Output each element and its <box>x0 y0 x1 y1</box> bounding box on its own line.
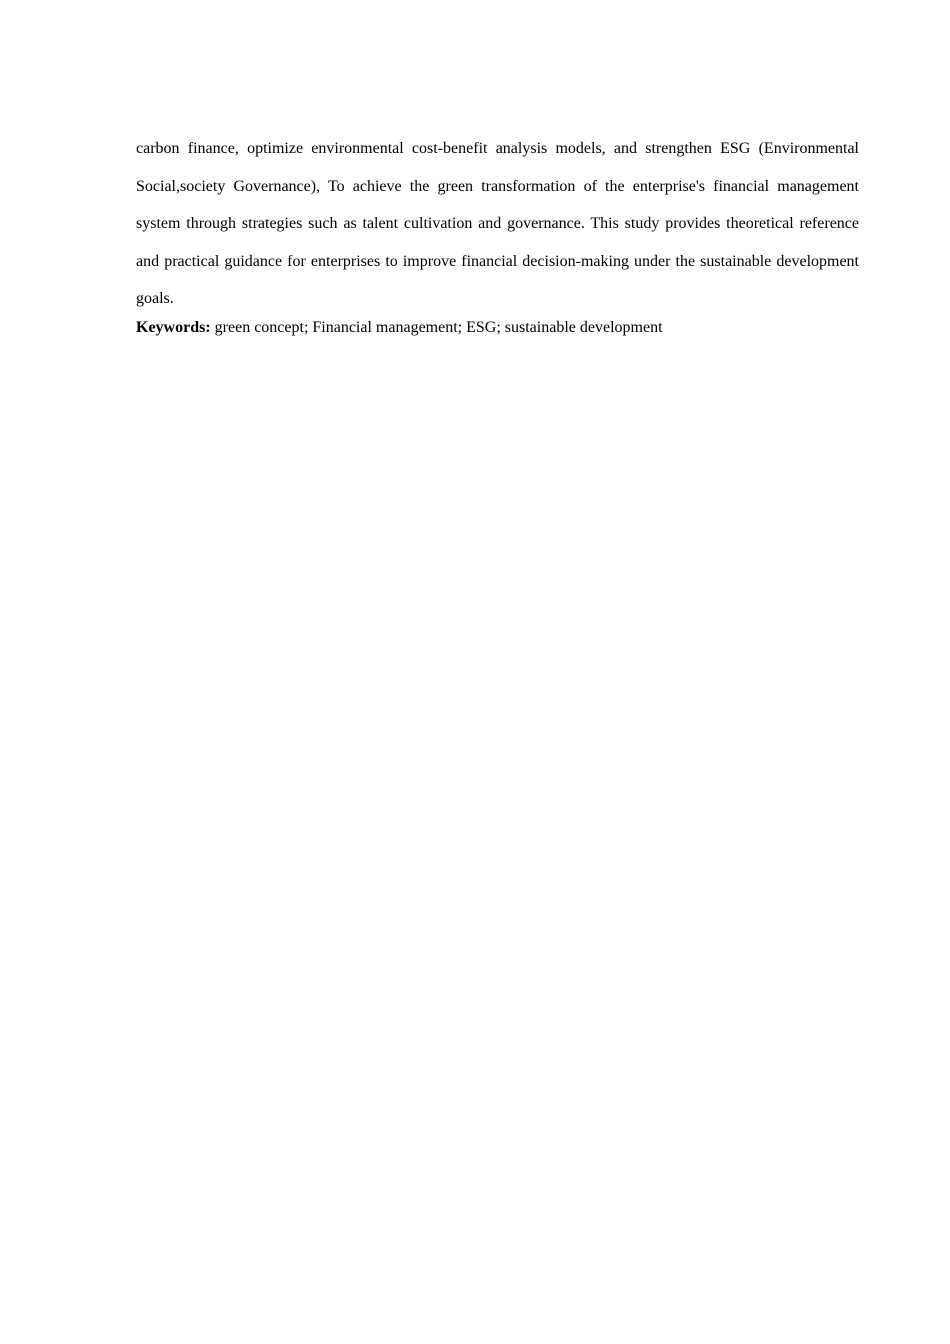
keywords-line <box>136 317 859 339</box>
keywords-text: green concept; Financial management; ESG; sustainable development <box>214 318 663 336</box>
abstract-section <box>136 130 859 339</box>
abstract-paragraph: carbon finance, optimize environmental cost-benefit analysis models, and strengthen ESG (Environmental Social,society Governance), To achieve the green transformation of the enterprise's financial management system through strategies such as talent cultivation and governance. This study provides theoretical reference and practical guidance for enterprises to improve financial decision-making under the sustainable development goals. <box>136 140 859 307</box>
keywords-label: Keywords: <box>136 318 211 336</box>
